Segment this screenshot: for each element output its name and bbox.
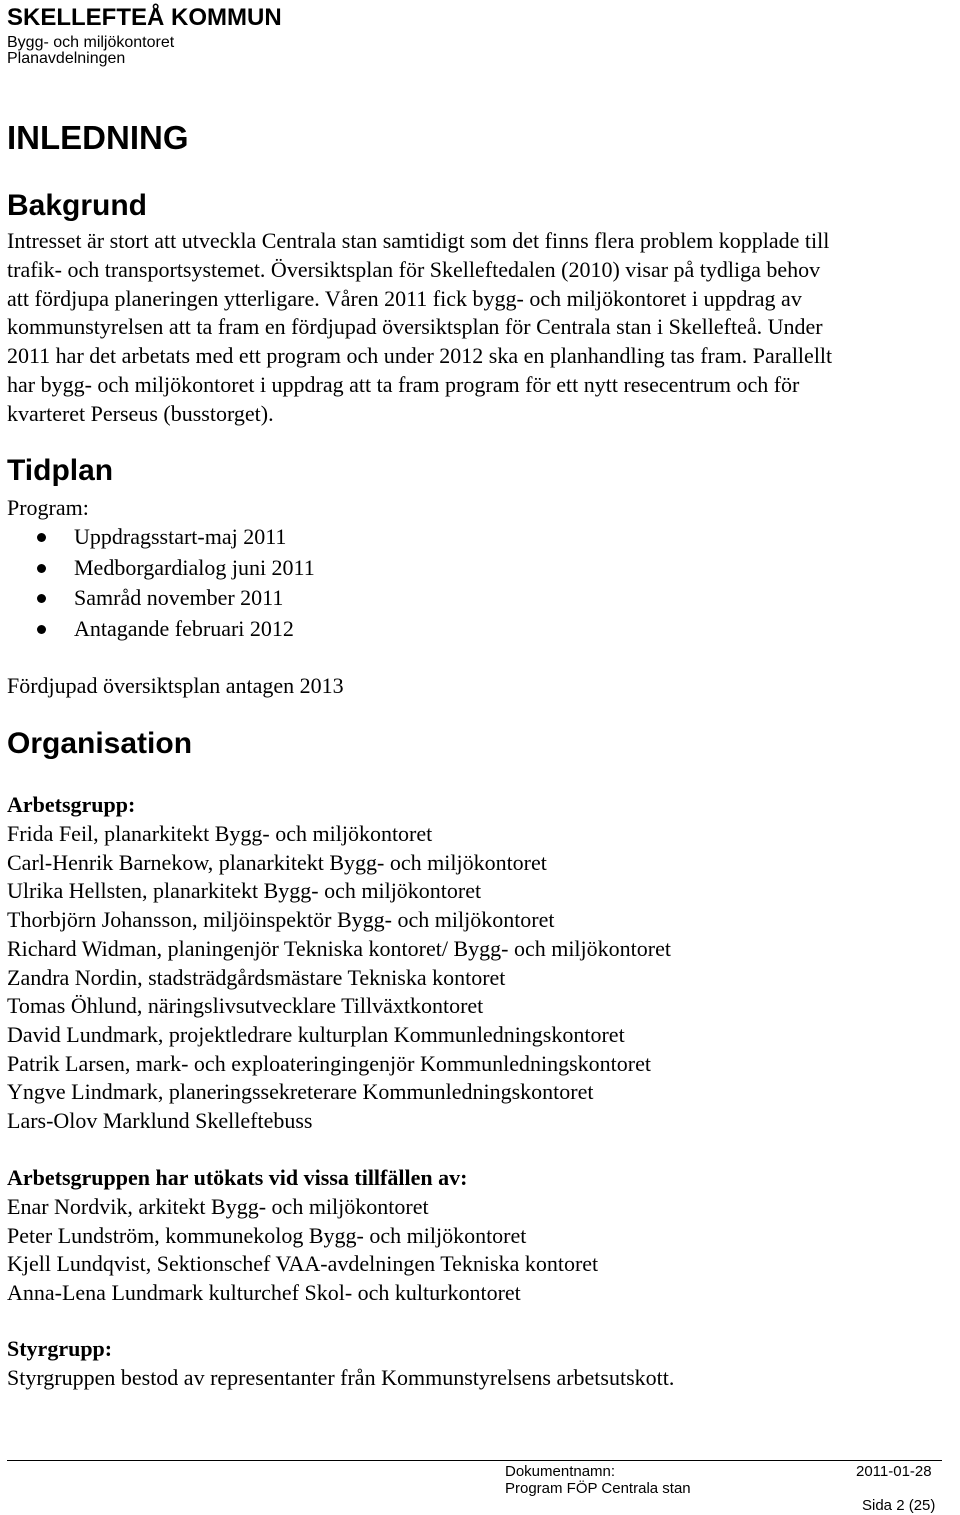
extra-members-list	[7, 1193, 598, 1308]
list-item	[7, 614, 315, 645]
heading-organisation: Organisation	[7, 727, 193, 760]
paragraph-line: att fördjupa planeringen ytterligare. Våren 2011 fick bygg- och miljökontoret i uppdrag av	[7, 285, 802, 311]
paragraph-line: 2011 har det arbetats med ett program och under 2012 ska en planhandling tas fram. Parallellt	[7, 343, 833, 369]
arbetsgrupp-heading: Arbetsgrupp:	[7, 792, 136, 817]
bullet-icon	[37, 625, 46, 634]
list-item	[7, 553, 315, 584]
fordjupad-text: Fördjupad översiktsplan antagen 2013	[7, 673, 344, 698]
list-item: Zandra Nordin, stadsträdgårdsmästare Tekniska kontoret	[7, 964, 506, 990]
list-item	[7, 583, 315, 614]
list-item: Carl-Henrik Barnekow, planarkitekt Bygg- och miljökontoret	[7, 849, 547, 875]
list-item	[7, 522, 315, 553]
page-title: INLEDNING	[7, 119, 189, 156]
page-number: Sida 2 (25)	[862, 1497, 936, 1514]
bakgrund-paragraph	[7, 227, 947, 429]
styrgrupp-text: Styrgruppen bestod av representanter från Kommunstyrelsens arbetsutskott.	[7, 1365, 675, 1390]
paragraph-line: kommunstyrelsen att ta fram en fördjupad översiktsplan för Centrala stan i Skellefteå. Under	[7, 314, 823, 340]
list-item: Patrik Larsen, mark- och exploateringingenjör Kommunledningskontoret	[7, 1050, 651, 1076]
milestone-text: Uppdragsstart-maj 2011	[74, 524, 287, 549]
department-name: Bygg- och miljökontoret	[7, 34, 175, 51]
bullet-icon	[37, 533, 46, 542]
milestone-list	[7, 522, 315, 644]
list-item: Tomas Öhlund, näringslivsutvecklare Tillväxtkontoret	[7, 993, 484, 1019]
list-item: Ulrika Hellsten, planarkitekt Bygg- och miljökontoret	[7, 878, 482, 904]
unit-name: Planavdelningen	[7, 50, 126, 67]
extra-members-heading: Arbetsgruppen har utökats vid vissa tillfällen av:	[7, 1165, 468, 1190]
paragraph-line: har bygg- och miljökontoret i uppdrag att ta fram program för ett nytt resecentrum och för	[7, 371, 800, 397]
bullet-icon	[37, 594, 46, 603]
list-item: Kjell Lundqvist, Sektionschef VAA-avdelningen Tekniska kontoret	[7, 1251, 599, 1277]
org-name: SKELLEFTEÅ KOMMUN	[7, 4, 282, 31]
paragraph-line: trafik- och transportsystemet. Översiktsplan för Skelleftedalen (2010) visar på tydliga behov	[7, 256, 821, 282]
milestone-text: Antagande februari 2012	[74, 615, 294, 641]
list-item: Frida Feil, planarkitekt Bygg- och miljökontoret	[7, 821, 433, 846]
document-name: Program FÖP Centrala stan	[505, 1480, 691, 1497]
document-name-label: Dokumentnamn:	[505, 1463, 616, 1480]
heading-tidplan: Tidplan	[7, 454, 114, 487]
paragraph-line: kvarteret Perseus (busstorget).	[7, 400, 274, 426]
styrgrupp-heading: Styrgrupp:	[7, 1336, 113, 1361]
list-item: Richard Widman, planingenjör Tekniska kontoret/ Bygg- och miljökontoret	[7, 935, 671, 961]
milestone-text: Samråd november 2011	[74, 585, 284, 610]
program-label: Program:	[7, 495, 89, 520]
heading-bakgrund: Bakgrund	[7, 189, 148, 222]
list-item: Thorbjörn Johansson, miljöinspektör Bygg- och miljökontoret	[7, 907, 555, 933]
paragraph-line: Intresset är stort att utveckla Centrala stan samtidigt som det finns flera problem kopplade till	[7, 228, 830, 253]
list-item: David Lundmark, projektledrare kulturplan Kommunledningskontoret	[7, 1021, 625, 1047]
list-item: Peter Lundström, kommunekolog Bygg- och miljökontoret	[7, 1222, 527, 1248]
bullet-icon	[37, 564, 46, 573]
milestone-text: Medborgardialog juni 2011	[74, 554, 315, 580]
arbetsgrupp-list	[7, 820, 671, 1136]
list-item: Anna-Lena Lundmark kulturchef Skol- och kulturkontoret	[7, 1280, 521, 1306]
list-item: Lars-Olov Marklund Skelleftebuss	[7, 1108, 313, 1134]
document-date: 2011-01-28	[856, 1463, 932, 1480]
footer-divider	[7, 1460, 942, 1461]
list-item: Enar Nordvik, arkitekt Bygg- och miljökontoret	[7, 1194, 429, 1219]
list-item: Yngve Lindmark, planeringssekreterare Kommunledningskontoret	[7, 1079, 594, 1105]
